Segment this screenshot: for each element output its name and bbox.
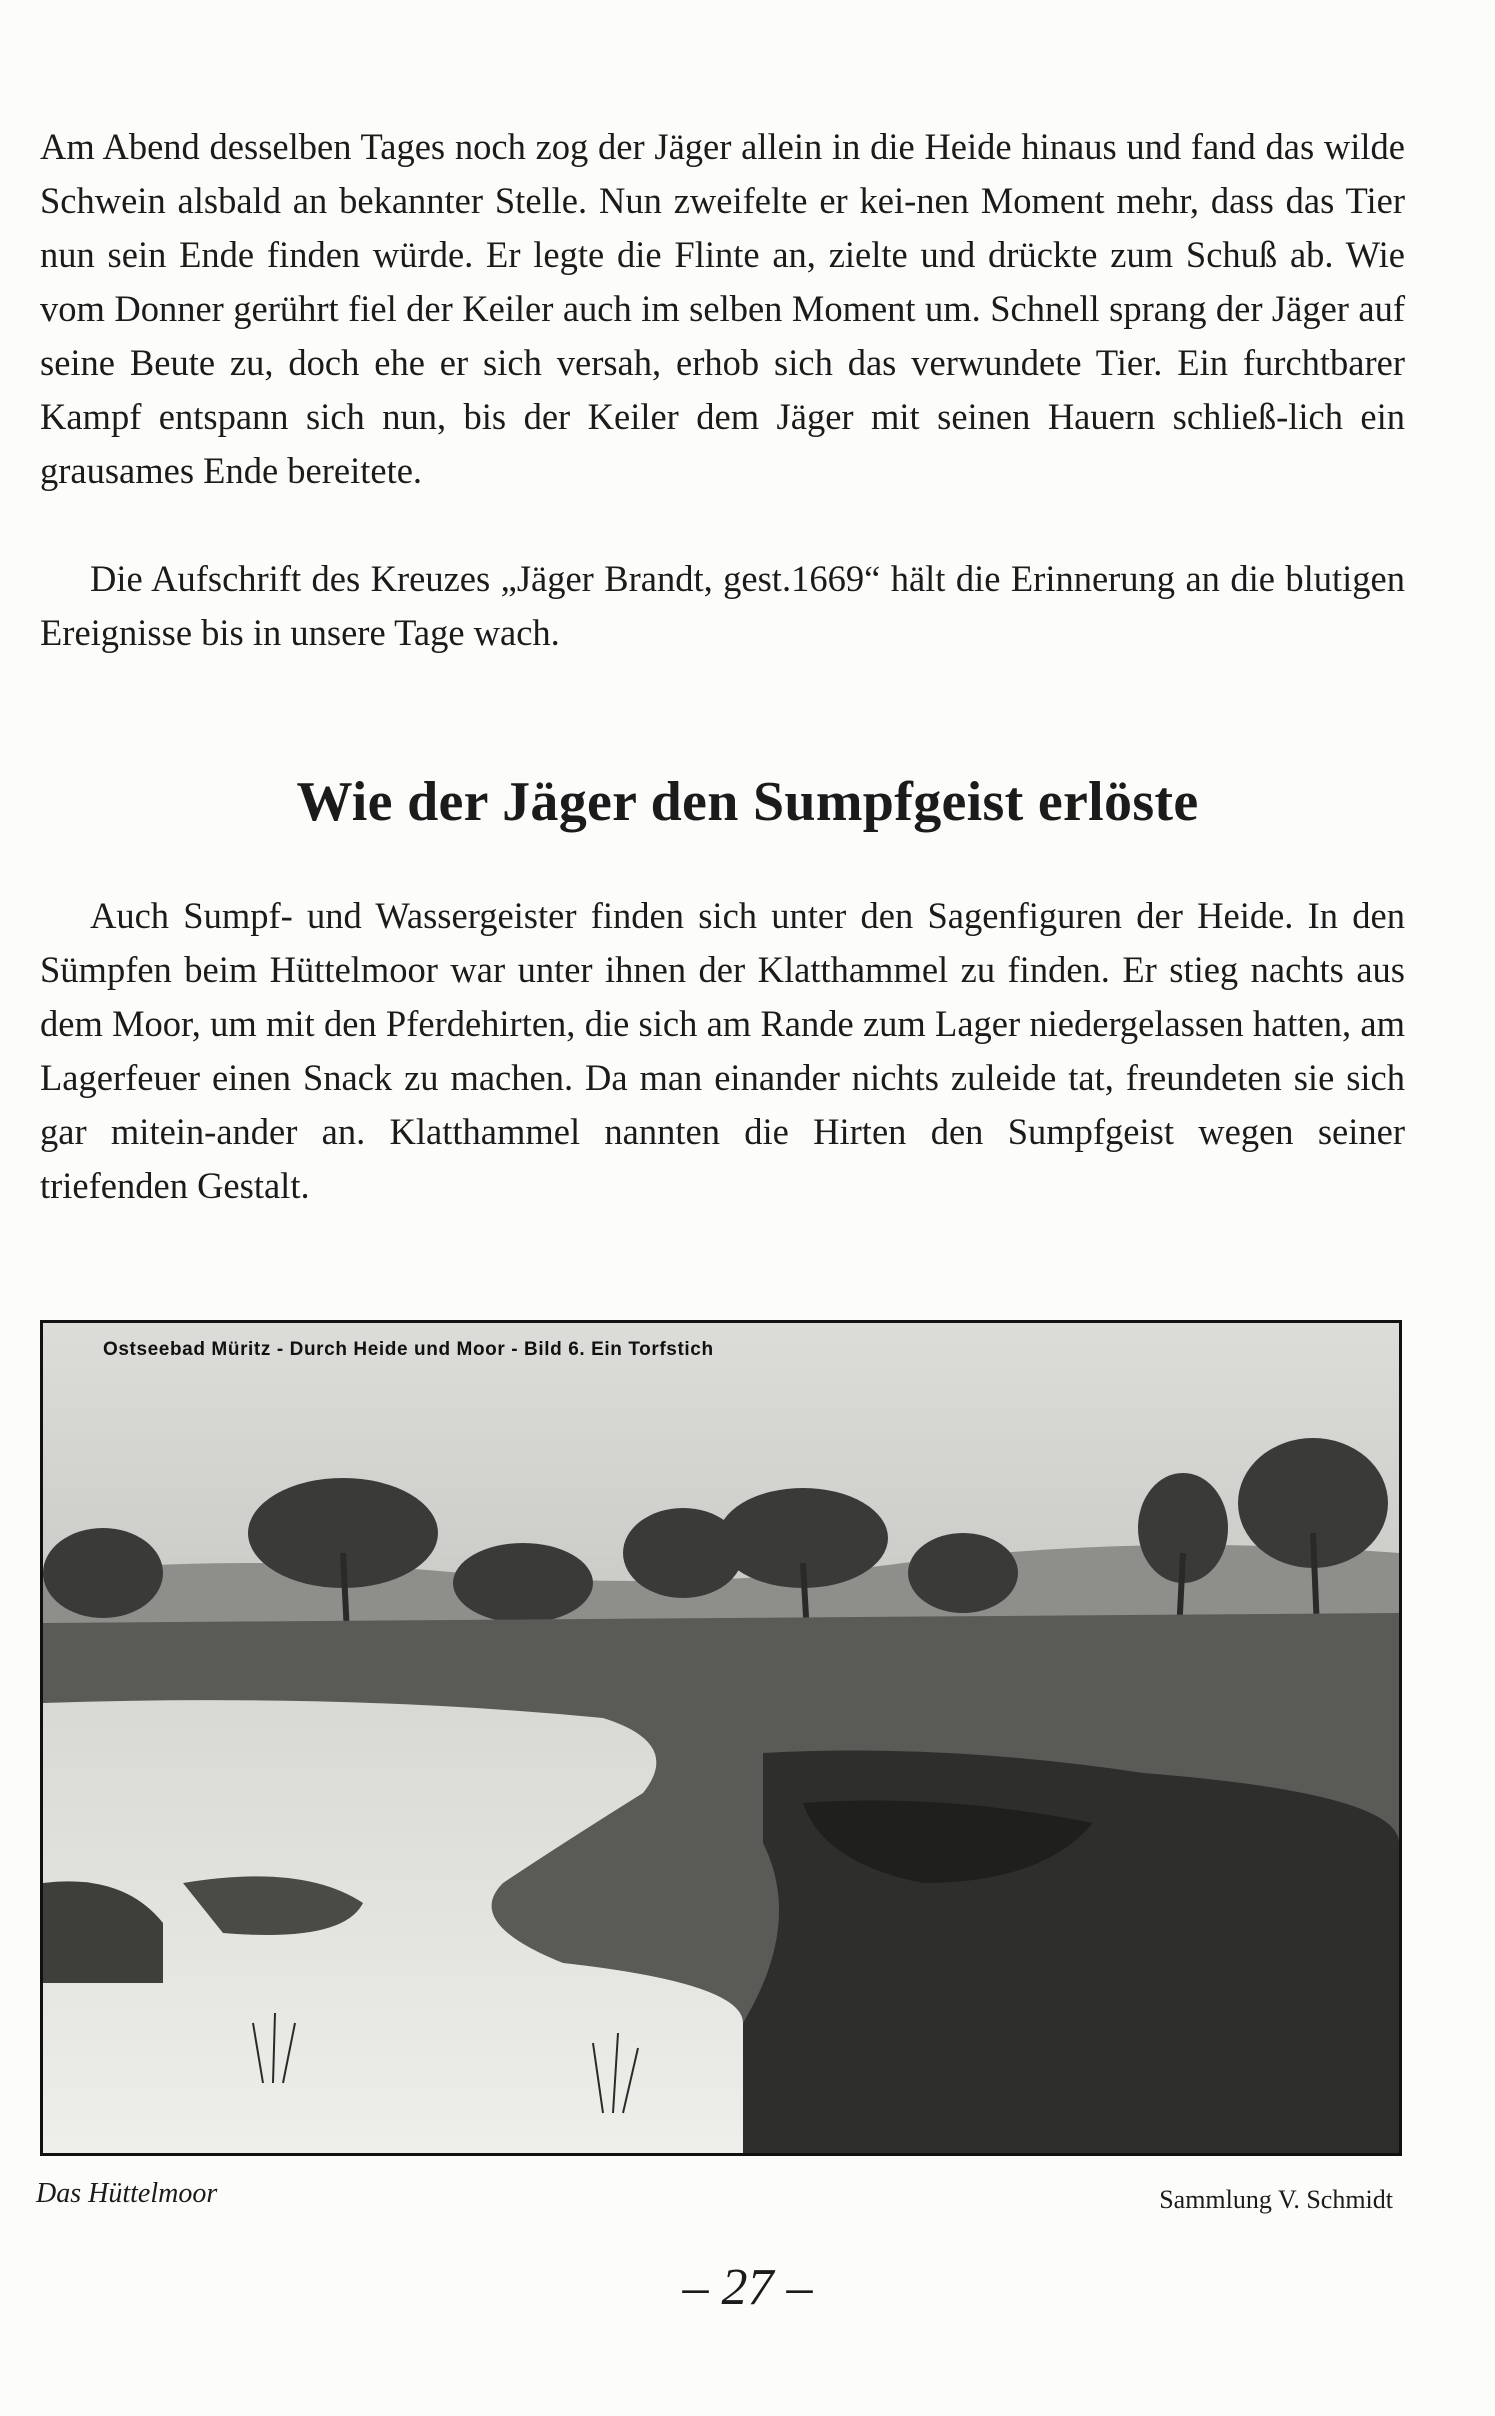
figure-caption: Das Hüttelmoor bbox=[36, 2178, 218, 2209]
figure-credit: Sammlung V. Schmidt bbox=[1159, 2185, 1393, 2214]
section-paragraph: Auch Sumpf- und Wassergeister finden sich unter den Sagenfiguren der Heide. In den Sümpfen beim Hüttelmoor war unter ihnen der Klatthammel zu finden. Er stieg nachts aus dem Moor, um mit den Pferdehirten, die sich am Rande zum Lager niedergelassen hatten, am Lagerfeuer einen Snack zu machen. Da man einander nichts zuleide tat, freundeten sie sich gar mitein-ander an. Klatthammel nannten die Hirten den Sumpfgeist wegen seiner triefenden Gestalt. bbox=[40, 895, 1405, 1206]
page-number: – 27 – bbox=[682, 2259, 813, 2316]
story-paragraph-1: Am Abend desselben Tages noch zog der Jäger allein in die Heide hinaus und fand das wilde Schwein alsbald an bekannter Stelle. Nun zweifelte er kei-nen Moment mehr, dass das Tier nun sein Ende finden würde. Er legte die Flinte an, zielte und drückte zum Schuß ab. Wie vom Donner gerührt fiel der Keiler auch im selben Moment um. Schnell sprang der Jäger auf seine Beute zu, doch ehe er sich versah, erhob sich das verwundete Tier. Ein furchtbarer Kampf entspann sich nun, bis der Keiler dem Jäger mit seinen Hauern schließ-lich ein grausames Ende bereitete. bbox=[40, 126, 1405, 491]
story-paragraph-2: Die Aufschrift des Kreuzes „Jäger Brandt, gest.1669“ hält die Erinnerung an die blutigen Ereignisse bis in unsere Tage wach. bbox=[40, 558, 1405, 653]
moor-landscape-image bbox=[43, 1323, 1399, 2153]
moor-photograph bbox=[40, 1320, 1402, 2156]
section-heading: Wie der Jäger den Sumpfgeist erlöste bbox=[296, 771, 1199, 833]
photo-caption: Ostseebad Müritz - Durch Heide und Moor - Bild 6. Ein Torfstich bbox=[103, 1339, 714, 1360]
